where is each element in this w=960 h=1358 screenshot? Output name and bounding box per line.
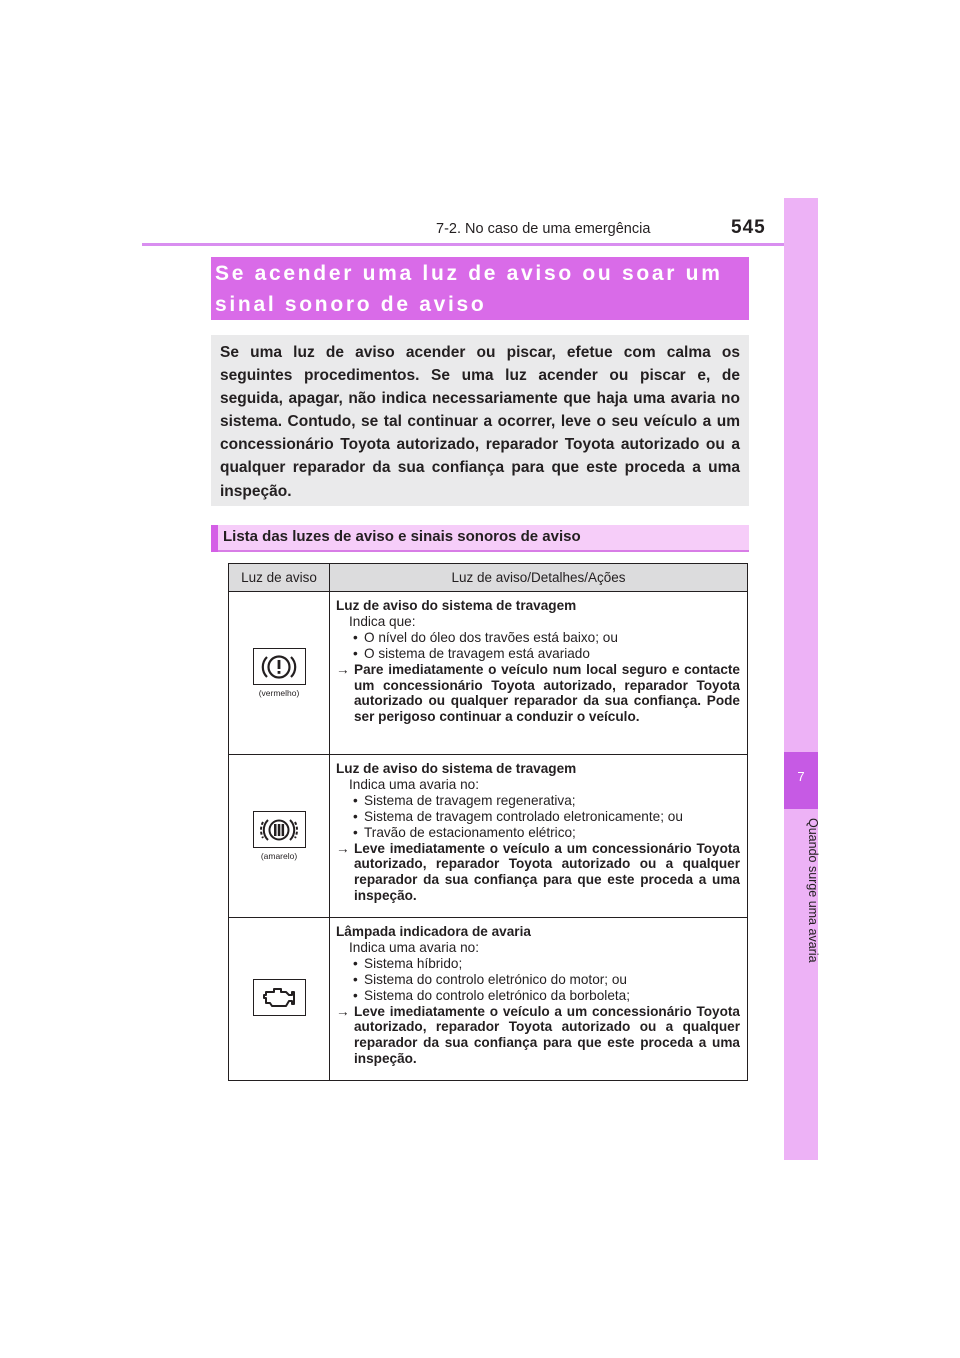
row-intro: Indica que: bbox=[349, 613, 416, 629]
icon-color-label: (amarelo) bbox=[260, 851, 298, 861]
icon-color-label: (vermelho) bbox=[258, 688, 300, 698]
list-item: • Sistema do controlo eletrónico da borboleta; bbox=[336, 988, 740, 1004]
row-title: Luz de aviso do sistema de travagem bbox=[336, 598, 577, 613]
list-item: • Travão de estacionamento elétrico; bbox=[336, 825, 740, 841]
arrow-icon: → bbox=[336, 1003, 350, 1019]
arrow-icon: → bbox=[336, 661, 350, 677]
row-action bbox=[336, 1004, 740, 1068]
engine-malfunction-icon bbox=[253, 979, 306, 1016]
column-header-warning-light: Luz de aviso bbox=[229, 564, 330, 592]
row-action-text: Pare imediatamente o veículo num local seguro e contacte um concessionário Toyota autorizado, reparador Toyota autorizado ou qualquer reparador da sua confiança. Pode ser perigoso continuar a conduzir o veículo. bbox=[354, 661, 740, 725]
row-action bbox=[336, 841, 740, 905]
details-cell bbox=[330, 755, 748, 918]
row-action-text: Leve imediatamente o veículo a um concessionário Toyota autorizado, reparador Toyota autorizado ou a qualquer reparador da sua confiança para que este proceda a uma inspeção. bbox=[354, 840, 740, 904]
table-row bbox=[229, 755, 748, 918]
subsection-heading-bar bbox=[211, 525, 218, 552]
column-header-details: Luz de aviso/Detalhes/Ações bbox=[330, 564, 748, 592]
intro-paragraph: Se uma luz de aviso acender ou piscar, efetue com calma os seguintes procedimentos. Se uma luz acender ou piscar e, de seguida, apagar, não indica necessariamente que haja uma avaria no sistema. Contudo, se tal continuar a ocorrer, leve o seu veículo a um concessionário Toyota autorizado, reparador Toyota autorizado ou a qualquer reparador da sua confiança para que este proceda a uma inspeção. bbox=[220, 344, 740, 500]
row-title: Luz de aviso do sistema de travagem bbox=[336, 761, 577, 776]
arrow-icon: → bbox=[336, 840, 350, 856]
list-item: • Sistema de travagem regenerativa; bbox=[336, 793, 740, 809]
table-row bbox=[229, 592, 748, 755]
list-item: • Sistema híbrido; bbox=[336, 956, 740, 972]
brake-warning-icon bbox=[253, 648, 306, 685]
icon-cell bbox=[229, 918, 330, 1081]
header-section-title: 7-2. No caso de uma emergência bbox=[436, 221, 651, 237]
row-action-text: Leve imediatamente o veículo a um concessionário Toyota autorizado, reparador Toyota autorizado ou a qualquer reparador da sua confiança para que este proceda a uma inspeção. bbox=[354, 1003, 740, 1067]
list-item: • O sistema de travagem está avariado bbox=[336, 646, 740, 662]
row-title: Lâmpada indicadora de avaria bbox=[336, 924, 531, 939]
list-item: • O nível do óleo dos travões está baixo; ou bbox=[336, 630, 740, 646]
section-title: Se acender uma luz de aviso ou soar um sinal sonoro de aviso bbox=[215, 262, 723, 316]
icon-cell bbox=[229, 592, 330, 755]
row-action bbox=[336, 662, 740, 726]
list-item: • Sistema do controlo eletrónico do motor; ou bbox=[336, 972, 740, 988]
row-intro: Indica uma avaria no: bbox=[349, 939, 479, 955]
header-rule bbox=[142, 243, 818, 246]
page-number: 545 bbox=[731, 217, 766, 238]
details-cell bbox=[330, 918, 748, 1081]
row-intro: Indica uma avaria no: bbox=[349, 776, 479, 792]
list-item: • Sistema de travagem controlado eletronicamente; ou bbox=[336, 809, 740, 825]
table-row bbox=[229, 918, 748, 1081]
chapter-number-tab: 7 bbox=[784, 752, 818, 809]
warning-lights-table bbox=[228, 563, 748, 1081]
icon-cell bbox=[229, 755, 330, 918]
subsection-heading: Lista das luzes de aviso e sinais sonoros de aviso bbox=[223, 528, 581, 545]
chapter-title-tab: Quando surge uma avaria bbox=[806, 818, 820, 963]
table-header-row bbox=[229, 564, 748, 592]
details-cell bbox=[330, 592, 748, 755]
brake-system-warning-icon bbox=[253, 811, 306, 848]
